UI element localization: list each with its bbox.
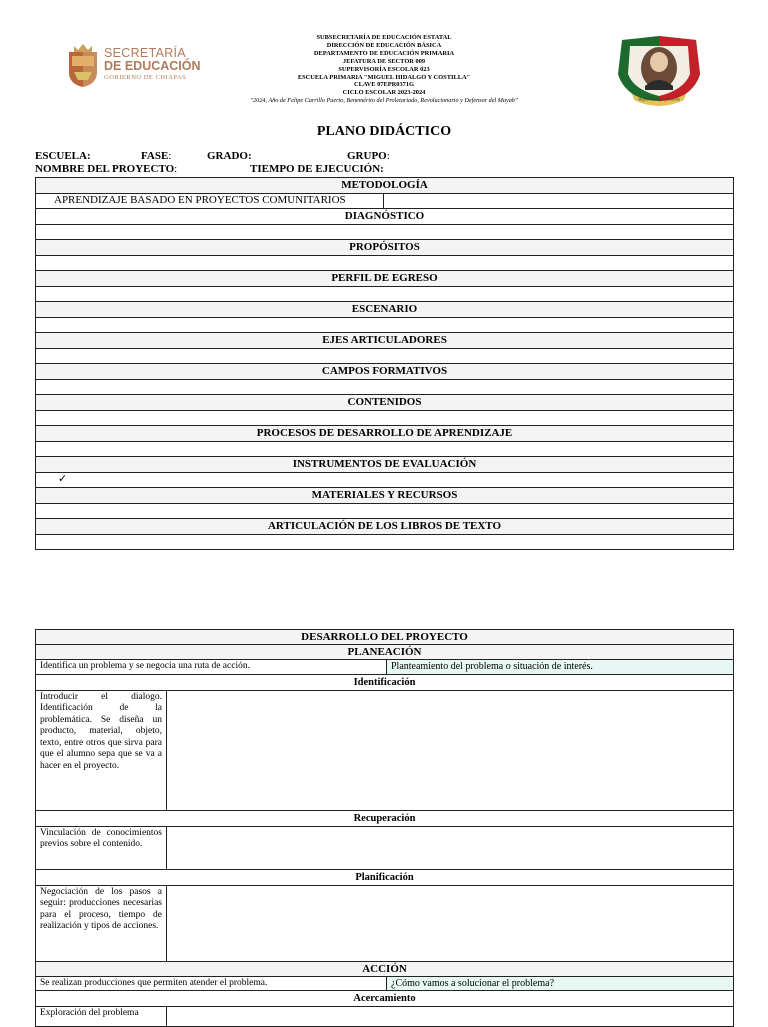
- logo-line-2: DE EDUCACIÓN: [104, 59, 201, 73]
- acercamiento-text: Exploración del problema: [36, 1007, 167, 1027]
- planeacion-prompt: Planteamiento del problema o situación de interés.: [387, 660, 734, 675]
- section-header-contenidos: CONTENIDOS: [36, 395, 734, 411]
- tiempo-ejecucion-label: TIEMPO DE EJECUCIÓN:: [250, 163, 384, 175]
- planeacion-header: PLANEACIÓN: [36, 645, 734, 660]
- section-header-articulacion: ARTICULACIÓN DE LOS LIBROS DE TEXTO: [36, 519, 734, 535]
- accion-header: ACCIÓN: [36, 961, 734, 976]
- header-line: CLAVE 07EPR0371G: [353, 81, 415, 89]
- header-motto: "2024, Año de Felipe Carrillo Puerto, Benemérito del Proletariado, Revolucionario y Defensor del Mayab": [250, 97, 518, 105]
- campos-cell[interactable]: [36, 379, 734, 395]
- section-header-perfil: PERFIL DE EGRESO: [36, 271, 734, 287]
- identificacion-text: Introducir el dialogo. Identificación de la problemática. Se diseña un producto, material, objeto, texto, entre otros que sirva para que el alumno sepa que se va a hacer en el proyecto.: [36, 690, 167, 810]
- section-header-procesos: PROCESOS DE DESARROLLO DE APRENDIZAJE: [36, 426, 734, 442]
- logo-line-1: SECRETARÍA: [104, 46, 186, 60]
- recuperacion-input-cell[interactable]: [167, 826, 734, 869]
- development-table: [35, 629, 734, 1027]
- header-line: DIRECCIÓN DE EDUCACIÓN BÁSICA: [326, 41, 442, 49]
- recuperacion-header: Recuperación: [36, 810, 734, 826]
- ejes-cell[interactable]: [36, 348, 734, 364]
- section-header-metodologia: METODOLOGÍA: [36, 178, 734, 194]
- checkmark-icon: ✓: [36, 472, 734, 488]
- escenario-cell[interactable]: [36, 317, 734, 333]
- section-header-materiales: MATERIALES Y RECURSOS: [36, 488, 734, 504]
- propositos-cell[interactable]: [36, 255, 734, 271]
- header-line: SUPERVISORÍA ESCOLAR 023: [338, 65, 430, 73]
- accion-prompt: ¿Cómo vamos a solucionar el problema?: [387, 976, 734, 991]
- planificacion-input-cell[interactable]: [167, 885, 734, 961]
- procesos-cell[interactable]: [36, 441, 734, 457]
- contenidos-cell[interactable]: [36, 410, 734, 426]
- secretaria-logo: [66, 38, 201, 90]
- section-header-ejes: EJES ARTICULADORES: [36, 333, 734, 349]
- materiales-cell[interactable]: [36, 503, 734, 519]
- institution-header: [200, 34, 568, 105]
- chiapas-coat-of-arms-icon: [66, 42, 100, 88]
- perfil-cell[interactable]: [36, 286, 734, 302]
- escuela-label: ESCUELA:: [35, 150, 91, 162]
- identificacion-header: Identificación: [36, 674, 734, 690]
- planeacion-description: Identifica un problema y se negocia una ruta de acción.: [36, 660, 387, 675]
- recuperacion-text: Vinculación de conocimientos previos sobre el contenido.: [36, 826, 167, 869]
- development-title: DESARROLLO DEL PROYECTO: [36, 630, 734, 645]
- diagnostico-cell[interactable]: [36, 224, 734, 240]
- fase-label: FASE:: [141, 150, 172, 162]
- header-line: SUBSECRETARÍA DE EDUCACIÓN ESTATAL: [316, 34, 452, 41]
- nombre-proyecto-label: NOMBRE DEL PROYECTO:: [35, 163, 178, 175]
- articulacion-cell[interactable]: [36, 534, 734, 550]
- header-line: CICLO ESCOLAR 2023-2024: [342, 89, 426, 97]
- section-header-diagnostico: DIAGNÓSTICO: [36, 209, 734, 225]
- sections-table: [35, 177, 734, 550]
- metodologia-empty-cell[interactable]: [384, 193, 734, 209]
- school-badge-icon: [614, 34, 704, 110]
- grupo-label: GRUPO:: [347, 150, 390, 162]
- badge-text: Miguel Hidalgo y Costilla: [638, 96, 680, 102]
- planificacion-header: Planificación: [36, 869, 734, 885]
- identificacion-input-cell[interactable]: [167, 690, 734, 810]
- header-line: ESCUELA PRIMARIA "MIGUEL HIDALGO Y COSTILLA": [297, 73, 471, 81]
- planificacion-text: Negociación de los pasos a seguir: producciones necesarias para el proceso, tiempo de realización y tipos de acciones.: [36, 885, 167, 961]
- logo-line-3: GOBIERNO DE CHIAPAS: [104, 74, 187, 81]
- section-header-escenario: ESCENARIO: [36, 302, 734, 318]
- metodologia-value: APRENDIZAJE BASADO EN PROYECTOS COMUNITARIOS: [36, 193, 384, 209]
- section-header-instrumentos: INSTRUMENTOS DE EVALUACIÓN: [36, 457, 734, 473]
- page-title: PLANO DIDÁCTICO: [316, 124, 452, 139]
- grado-label: GRADO:: [207, 150, 252, 162]
- section-header-propositos: PROPÓSITOS: [36, 240, 734, 256]
- section-header-campos: CAMPOS FORMATIVOS: [36, 364, 734, 380]
- accion-description: Se realizan producciones que permiten atender el problema.: [36, 976, 387, 991]
- header-line: DEPARTAMENTO DE EDUCACIÓN PRIMARIA: [313, 49, 455, 57]
- acercamiento-header: Acercamiento: [36, 991, 734, 1007]
- header-line: JEFATURA DE SECTOR 009: [342, 57, 426, 65]
